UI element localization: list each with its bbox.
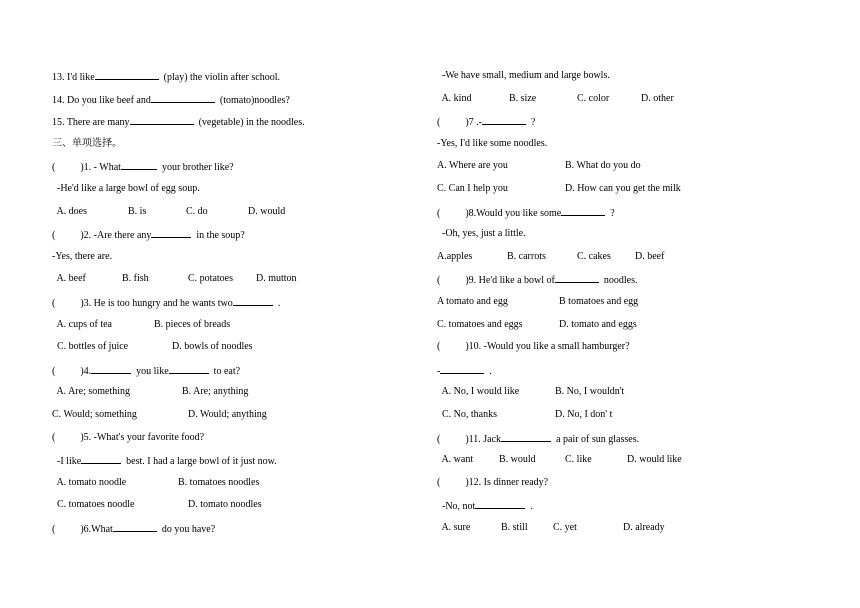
answer-options (437, 317, 817, 340)
answer-blank[interactable] (113, 520, 157, 532)
answer-blank[interactable] (130, 113, 194, 125)
question-text: - (437, 365, 441, 377)
option-text: B. would (499, 454, 536, 466)
question-text: . (272, 297, 281, 309)
question-line (52, 294, 412, 317)
answer-options (437, 294, 817, 317)
question-text: 14. Do you like beef and (52, 94, 151, 106)
option-text: A. does (52, 205, 87, 217)
option-text: D. would like (627, 454, 682, 466)
question-line (437, 113, 817, 136)
option-text: C. color (577, 92, 610, 104)
option-text: D. bowls of noodles (172, 341, 253, 353)
question-text: -I like (52, 456, 82, 468)
answer-blank[interactable] (440, 362, 484, 374)
question-text: to eat? (208, 365, 241, 377)
option-text: A. cups of tea (52, 318, 112, 330)
question-line (52, 181, 412, 204)
question-text: ( )1. - What (52, 162, 121, 174)
question-text: ? (526, 117, 536, 129)
option-text: C. bottles of juice (52, 341, 129, 353)
option-text: B. fish (122, 273, 149, 285)
question-line (52, 113, 412, 136)
option-text: A. want (437, 454, 474, 466)
answer-blank[interactable] (121, 158, 157, 170)
question-text: ( )11. Jack (437, 433, 502, 445)
question-text: 三、单项选择。 (52, 137, 122, 149)
answer-options (52, 475, 412, 498)
option-text: B. tomatoes noodles (178, 476, 260, 488)
option-text: A.apples (437, 250, 473, 262)
answer-options (437, 520, 817, 543)
question-line (437, 430, 817, 453)
option-text: C. do (186, 205, 208, 217)
question-line (437, 339, 817, 362)
question-line (437, 475, 817, 498)
question-text: ( )3. He is too hungry and he wants two (52, 297, 233, 309)
answer-blank[interactable] (501, 430, 551, 442)
left-column (52, 68, 412, 542)
answer-blank[interactable] (91, 362, 131, 374)
answer-options (52, 317, 412, 340)
option-text: B. No, I wouldn't (555, 386, 625, 398)
answer-options (437, 384, 817, 407)
question-text: ( )2. -Are there any (52, 230, 152, 242)
question-text: ( )6.What (52, 523, 113, 535)
answer-options (437, 452, 817, 475)
question-text: you like (131, 365, 169, 377)
question-line (52, 68, 412, 91)
answer-options (52, 384, 412, 407)
option-text: C. tomatoes and eggs (437, 318, 523, 330)
option-text: A tomato and egg (437, 295, 508, 307)
option-text: C. tomatoes noodle (52, 499, 135, 511)
question-line (52, 136, 412, 159)
question-text: 13. I'd like (52, 72, 95, 83)
question-text: -No, not (437, 501, 476, 513)
answer-options (52, 407, 412, 430)
option-text: B. What do you do (565, 160, 641, 172)
option-text: D. Would; anything (188, 408, 267, 420)
question-line (52, 430, 412, 453)
question-text: ( )10. -Would you like a small hamburger? (437, 341, 630, 353)
option-text: B. pieces of breads (154, 318, 231, 330)
option-text: D. would (248, 205, 286, 217)
answer-options (52, 339, 412, 362)
right-column (437, 68, 817, 542)
question-line (437, 204, 817, 227)
option-text: D. No, I don' t (555, 408, 613, 420)
question-line (52, 91, 412, 114)
option-text: C. yet (553, 521, 577, 533)
answer-options (52, 204, 412, 227)
question-line (52, 520, 412, 543)
answer-blank[interactable] (169, 362, 209, 374)
answer-options (437, 181, 817, 204)
option-text: D. beef (635, 250, 665, 262)
answer-blank[interactable] (151, 91, 215, 103)
option-text: B tomatoes and egg (559, 295, 639, 307)
option-text: D. mutton (256, 273, 297, 285)
option-text: C. potatoes (188, 273, 233, 285)
question-text: in the soup? (191, 230, 245, 242)
answer-options (437, 407, 817, 430)
question-text: a pair of sun glasses. (551, 433, 640, 445)
option-text: B. is (128, 205, 147, 217)
question-text: ( )9. He'd like a bowl of (437, 275, 555, 287)
answer-options (52, 271, 412, 294)
answer-options (437, 91, 817, 114)
question-line (437, 362, 817, 385)
question-line (437, 136, 817, 159)
answer-blank[interactable] (81, 452, 121, 464)
question-text: -Yes, I'd like some noodles. (437, 137, 548, 149)
question-line (52, 452, 412, 475)
option-text: B. size (509, 92, 537, 104)
option-text: A. Are; something (52, 386, 131, 398)
question-text: ( )7 .- (437, 117, 482, 129)
question-text: 15. There are many (52, 117, 130, 129)
question-text: -Oh, yes, just a little. (437, 228, 526, 240)
question-text: ? (605, 207, 615, 219)
question-text: -He'd like a large bowl of egg soup. (52, 182, 200, 194)
question-text: your brother like? (156, 162, 234, 174)
question-text: . (484, 365, 492, 377)
answer-options (437, 158, 817, 181)
answer-blank[interactable] (475, 497, 525, 509)
answer-blank[interactable] (95, 68, 159, 80)
question-line (52, 226, 412, 249)
option-text: B. still (501, 521, 528, 533)
option-text: A. sure (437, 521, 471, 533)
option-text: D. tomato noodles (188, 499, 262, 511)
answer-options (437, 249, 817, 272)
question-line (52, 249, 412, 272)
question-text: ( )5. -What's your favorite food? (52, 431, 205, 443)
question-text: ( )12. Is dinner ready? (437, 476, 549, 488)
option-text: C. like (565, 454, 592, 466)
option-text: A. No, I would like (437, 386, 520, 398)
option-text: B. carrots (507, 250, 546, 262)
option-text: A. beef (52, 273, 86, 285)
question-line (437, 497, 817, 520)
option-text: D. already (623, 521, 665, 533)
option-text: C. Can I help you (437, 182, 508, 194)
option-text: D. How can you get the milk (565, 182, 681, 194)
answer-blank[interactable] (233, 294, 273, 306)
question-text: noodles. (598, 275, 638, 287)
question-text: ( )8.Would you like some (437, 207, 562, 219)
option-text: A. kind (437, 92, 472, 104)
question-line (52, 158, 412, 181)
question-line (437, 271, 817, 294)
answer-options (52, 497, 412, 520)
option-text: A. tomato noodle (52, 476, 127, 488)
question-text: do you have? (156, 523, 216, 535)
question-text: (tomato)noodles? (214, 94, 290, 106)
option-text: C. cakes (577, 250, 611, 262)
option-text: C. Would; something (52, 408, 137, 420)
question-line (52, 362, 412, 385)
option-text: D. tomato and eggs (559, 318, 637, 330)
question-text: ( )4. (52, 365, 92, 377)
option-text: B. Are; anything (182, 386, 249, 398)
question-text: . (525, 501, 533, 513)
question-line (437, 68, 817, 91)
question-text: -Yes, there are. (52, 250, 113, 262)
answer-blank[interactable] (151, 226, 191, 238)
question-text: -We have small, medium and large bowls. (437, 70, 610, 81)
option-text: C. No, thanks (437, 408, 497, 420)
question-text: (play) the violin after school. (158, 72, 280, 83)
question-line (437, 226, 817, 249)
answer-blank[interactable] (482, 113, 526, 125)
answer-blank[interactable] (555, 271, 599, 283)
question-text: best. I had a large bowl of it just now. (121, 456, 277, 468)
question-text: (vegetable) in the noodles. (193, 117, 305, 129)
option-text: A. Where are you (437, 160, 508, 172)
option-text: D. other (641, 92, 674, 104)
answer-blank[interactable] (561, 204, 605, 216)
